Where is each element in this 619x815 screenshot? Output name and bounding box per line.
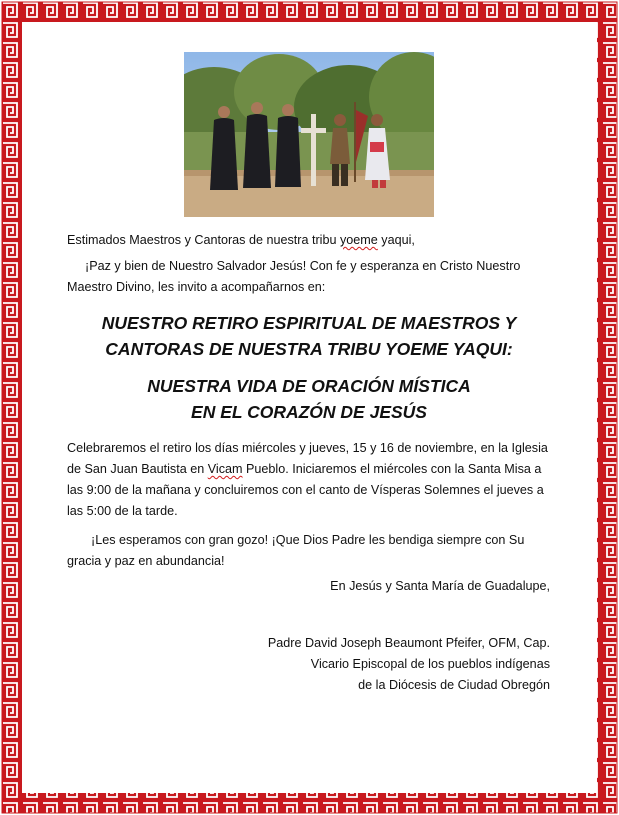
group-photo	[184, 52, 434, 217]
retreat-theme-line-1: NUESTRA VIDA DE ORACIÓN MÍSTICA	[147, 376, 471, 396]
retreat-title-line-1: NUESTRO RETIRO ESPIRITUAL DE MAESTROS Y	[101, 313, 517, 333]
blessing-paragraph: ¡Les esperamos con gran gozo! ¡Que Dios Padre les bendiga siempre con Su gracia y paz en abundancia!	[67, 533, 525, 568]
retreat-title-line-2: CANTORAS DE NUESTRA TRIBU YOEME YAQUI:	[105, 339, 513, 359]
signature-diocese: de la Diócesis de Ciudad Obregón	[358, 678, 550, 692]
signature-title: Vicario Episcopal de los pueblos indígenas	[310, 657, 550, 671]
retreat-theme-line-2: EN EL CORAZÓN DE JESÚS	[191, 402, 427, 422]
retreat-title	[54, 310, 564, 362]
signature-name: Padre David Joseph Beaumont Pfeifer, OFM, Cap.	[267, 636, 550, 650]
letter-page	[24, 24, 595, 791]
signature-block	[170, 633, 550, 696]
greeting: Estimados Maestros y Cantoras de nuestra tribu yoeme yaqui,	[67, 233, 415, 247]
closing-line: En Jesús y Santa María de Guadalupe,	[330, 579, 550, 593]
retreat-theme	[54, 373, 564, 425]
details-paragraph: Celebraremos el retiro los días miércoles y jueves, 15 y 16 de noviembre, en la Iglesia de San Juan Bautista en Vicam Pueblo. Iniciaremos el miércoles con la Santa Misa a las 9:00 de la mañana y concluiremos con el canto de Vísperas Solemnes el jueves a las 5:00 de la tarde.	[67, 441, 548, 518]
intro-paragraph: ¡Paz y bien de Nuestro Salvador Jesús! Con fe y esperanza en Cristo Nuestro Maestro Divino, les invito a acompañarnos en:	[67, 259, 521, 294]
